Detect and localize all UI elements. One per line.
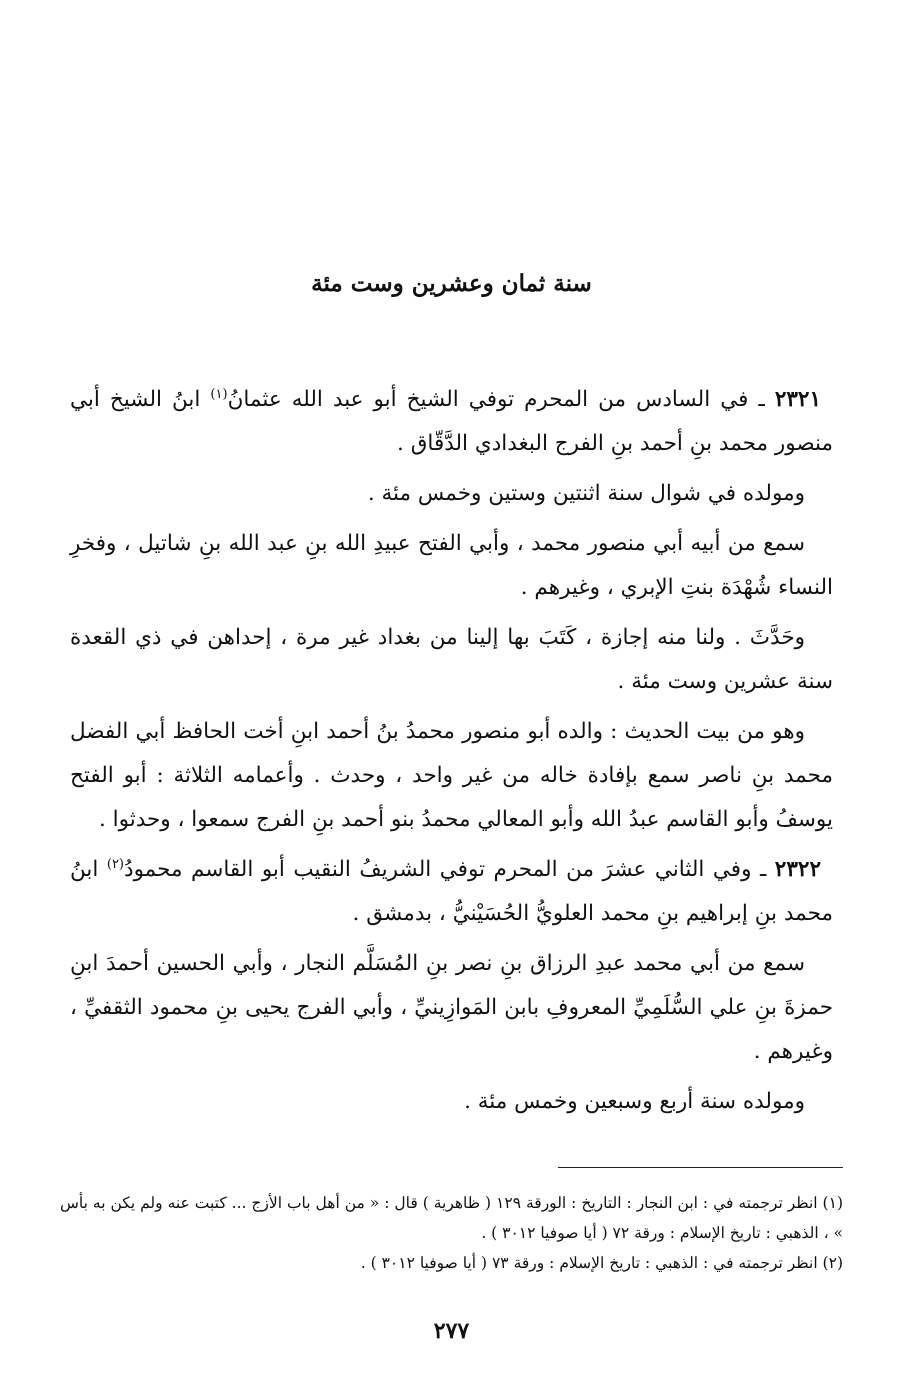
entry-2321-heading [70, 378, 833, 466]
footnote-reference[interactable]: (٢) [106, 856, 124, 872]
footnotes [60, 1188, 843, 1278]
chapter-title: سنة ثمان وعشرين وست مئة [311, 270, 592, 297]
entry-2322-heading [70, 848, 833, 936]
entry-paragraph: وحَدَّثَ . ولنا منه إجازة ، كَتَبَ بها إلينا من بغداد غير مرة ، إحداهن في ذي القعدة سنة عشرين وست مئة . [70, 625, 833, 694]
entry-number: ٢٣٢٢ [774, 857, 821, 882]
entry-paragraph: ومولده في شوال سنة اثنتين وستين وخمس مئة . [367, 481, 805, 506]
footnote-divider [558, 1167, 843, 1168]
entry-paragraph: سمع من أبيه أبي منصور محمد ، وأبي الفتح عبيدِ الله بنِ عبد الله بنِ شاتيل ، وفخرِ النساء شُهْدَة بنتِ الإبري ، وغيرهم . [70, 531, 833, 600]
entry-paragraph: وهو من بيت الحديث : والده أبو منصور محمدُ بنُ أحمد ابنِ أخت الحافظ أبي الفضل محمد بنِ ناصر سمع بإفادة خاله من غير واحد ، وحدث . وأعمامه الثلاثة : أبو الفتح يوسفُ وأبو القاسم عبدُ الله وأبو المعالي محمدُ بنو أحمد بنِ الفرج سمعوا ، وحدثوا . [70, 719, 833, 832]
entry-number: ٢٣٢١ [774, 387, 822, 412]
footnote-reference[interactable]: (١) [210, 386, 228, 402]
entry-paragraph: سمع من أبي محمد عبدِ الرزاق بنِ نصر بنِ المُسَلَّم النجار ، وأبي الحسين أحمدَ ابنِ حمزةَ بنِ علي السُّلَمِيِّ المعروفِ بابن المَوازِينيِّ ، وأبي الفرج يحيى بنِ محمود الثقفيِّ ، وغيرهم . [70, 951, 833, 1064]
entry-intro-text: ابنُ محمد بنِ إبراهيم بنِ محمد العلويُّ الحُسَيْنيُّ ، بدمشق . [70, 857, 833, 926]
main-text [70, 378, 833, 1130]
entry-intro-text: ابنُ الشيخ أبي منصور محمد بنِ أحمد بنِ الفرج البغدادي الدَّقّاق . [70, 387, 833, 456]
footnote-2: (٢) انظر ترجمته في : الذهبي : تاريخ الإسلام : ورقة ٧٣ ( أيا صوفيا ٣٠١٢ ) . [360, 1254, 843, 1272]
page-number: ٢٧٧ [433, 1318, 470, 1344]
footnote-1: (١) انظر ترجمته في : ابن النجار : التاريخ : الورقة ١٢٩ ( ظاهرية ) قال : « من أهل باب الأزج ... كتبت عنه ولم يكن به بأس » ، الذهبي : تاريخ الإسلام : ورقة ٧٢ ( أيا صوفيا ٣٠١٢ ) . [60, 1194, 843, 1242]
entry-intro-text: ـ وفي الثاني عشرَ من المحرم توفي الشريفُ النقيب أبو القاسم محمودُ [124, 857, 775, 882]
entry-intro-text: ـ في السادس من المحرم توفي الشيخ أبو عبد الله عثمانُ [227, 387, 775, 412]
entry-paragraph: ومولده سنة أربع وسبعين وخمس مئة . [464, 1089, 805, 1114]
